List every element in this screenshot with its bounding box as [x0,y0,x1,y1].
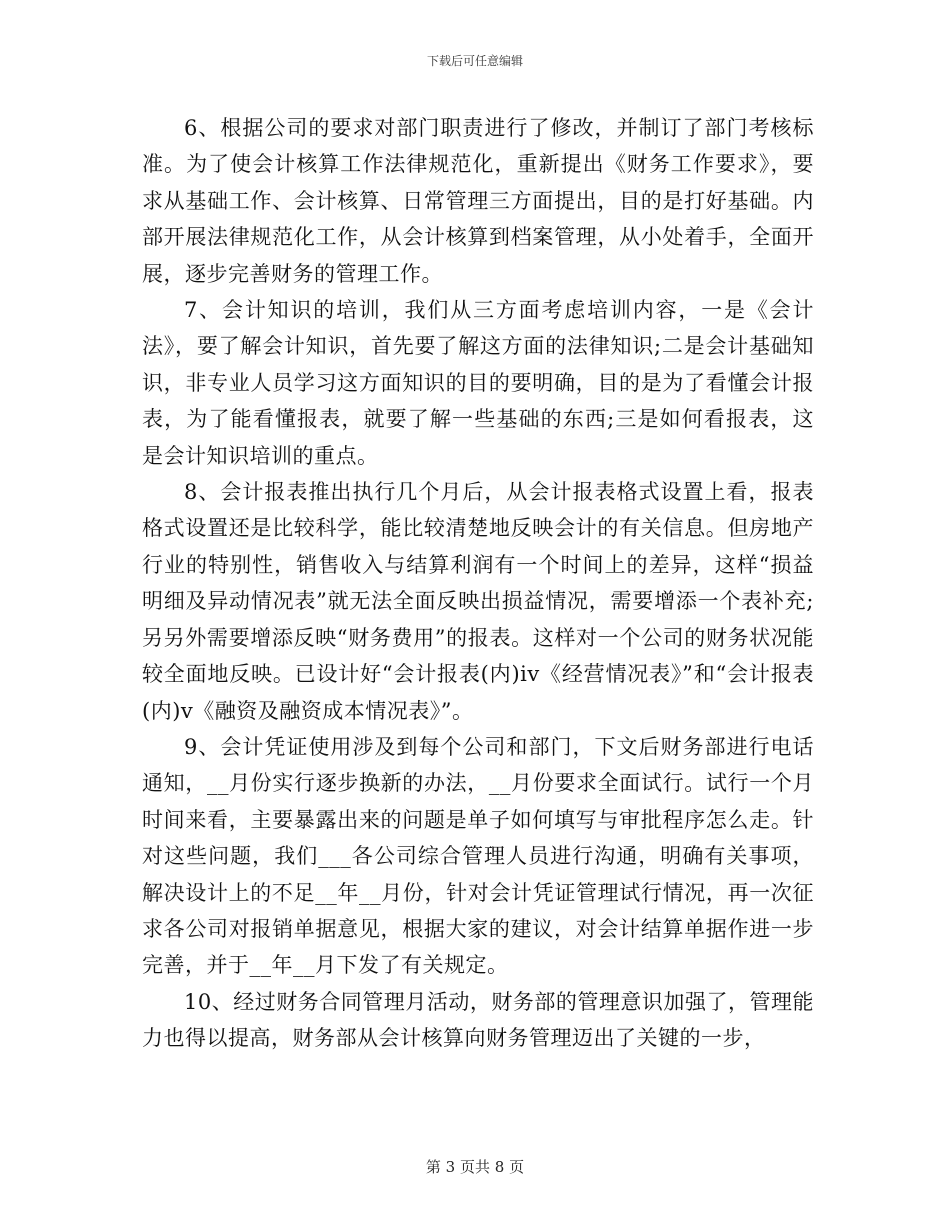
paragraph-6: 6、根据公司的要求对部门职责进行了修改，并制订了部门考核标准。为了使会计核算工作法律规范化，重新提出《财务工作要求》，要求从基础工作、会计核算、日常管理三方面提出，目的是打好基础。内部开展法律规范化工作，从会计核算到档案管理，从小处着手，全面开展，逐步完善财务的管理工作。 [142,116,814,286]
paragraph-7: 7、会计知识的培训，我们从三方面考虑培训内容，一是《会计法》，要了解会计知识，首先要了解这方面的法律知识;二是会计基础知识，非专业人员学习这方面知识的目的要明确，目的是为了看懂会计报表，为了能看懂报表，就要了解一些基础的东西;三是如何看报表，这是会计知识培训的重点。 [142,298,814,468]
paragraph-9: 9、会计凭证使用涉及到每个公司和部门，下文后财务部进行电话通知，__月份实行逐步换新的办法，__月份要求全面试行。试行一个月时间来看，主要暴露出来的问题是单子如何填写与审批程序怎么走。针对这些问题，我们___各公司综合管理人员进行沟通，明确有关事项，解决设计上的不足__年__月份，针对会计凭证管理试行情况，再一次征求各公司对报销单据意见，根据大家的建议，对会计结算单据作进一步完善，并于__年__月下发了有关规定。 [142,734,814,978]
header-note: 下载后可任意编辑 [426,54,523,68]
paragraph-8: 8、会计报表推出执行几个月后，从会计报表格式设置上看，报表格式设置还是比较科学，能比较清楚地反映会计的有关信息。但房地产行业的特别性，销售收入与结算利润有一个时间上的差异，这样“损益明细及异动情况表”就无法全面反映出损益情况，需要增添一个表补充;另另外需要增添反映“财务费用”的报表。这样对一个公司的财务状况能较全面地反映。已设计好“会计报表(内)iv《经营情况表》”和“会计报表(内)v《融资及融资成本情况表》”。 [142,480,814,723]
page-number: 第 3 页共 8 页 [425,1158,525,1176]
paragraph-10: 10、经过财务合同管理月活动，财务部的管理意识加强了，管理能力也得以提高，财务部从会计核算向财务管理迈出了关键的一步， [142,989,814,1051]
document-body [142,110,814,1057]
